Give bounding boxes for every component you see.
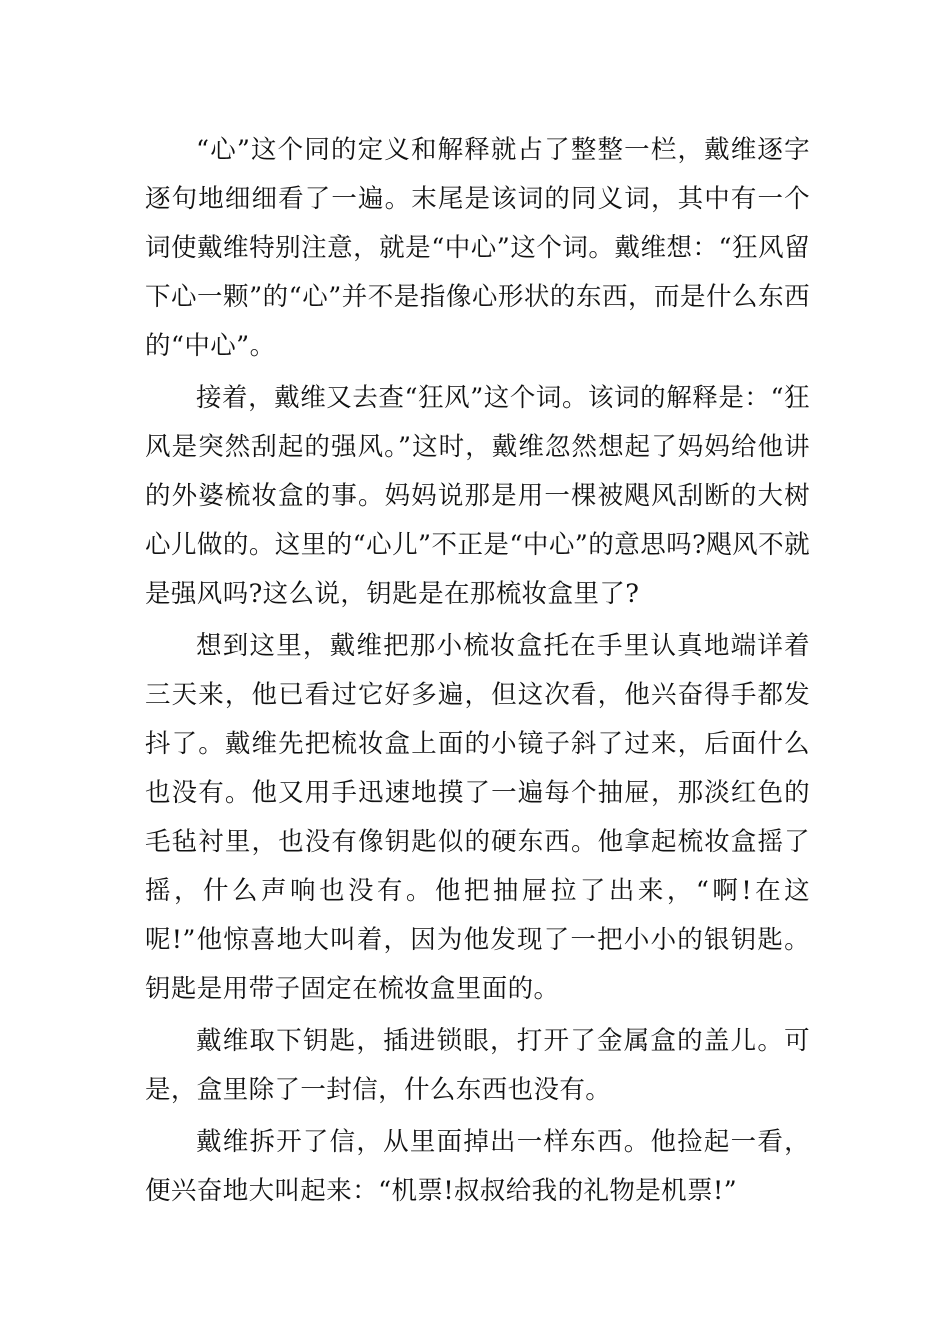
paragraph-dictionary-definition: “心”这个同的定义和解释就占了整整一栏，戴维逐字逐句地细细看了一遍。末尾是该词的同义词，其中有一个词使戴维特别注意，就是“中心”这个词。戴维想：“狂风留下心一颗”的“心”并不是指像心形状的东西，而是什么东西的“中心”。 xyxy=(145,135,810,361)
paragraph-plane-ticket: 戴维拆开了信，从里面掉出一样东西。他捡起一看，便兴奋地大叫起来：“机票!叔叔给我的礼物是机票!” xyxy=(145,1127,810,1206)
paragraph-strong-wind: 接着，戴维又去查“狂风”这个词。该词的解释是：“狂风是突然刮起的强风。”这时，戴维忽然想起了妈妈给他讲的外婆梳妆盒的事。妈妈说那是用一棵被飓风刮断的大树心儿做的。这里的“心儿”不正是“中心”的意思吗?飓风不就是强风吗?这么说，钥匙是在那梳妆盒里了? xyxy=(145,383,810,609)
paragraph-opening-box: 戴维取下钥匙，插进锁眼，打开了金属盒的盖儿。可是，盒里除了一封信，什么东西也没有。 xyxy=(145,1026,810,1105)
paragraph-finding-key: 想到这里，戴维把那小梳妆盒托在手里认真地端详着三天来，他已看过它好多遍，但这次看，他兴奋得手都发抖了。戴维先把梳妆盒上面的小镜子斜了过来，后面什么也没有。他又用手迅速地摸了一遍每个抽屉，那淡红色的毛毡衬里，也没有像钥匙似的硬东西。他拿起梳妆盒摇了摇，什么声响也没有。他把抽屉拉了出来，“啊!在这呢!”他惊喜地大叫着，因为他发现了一把小小的银钥匙。钥匙是用带子固定在梳妆盒里面的。 xyxy=(145,631,810,1004)
document-body xyxy=(145,126,810,1216)
